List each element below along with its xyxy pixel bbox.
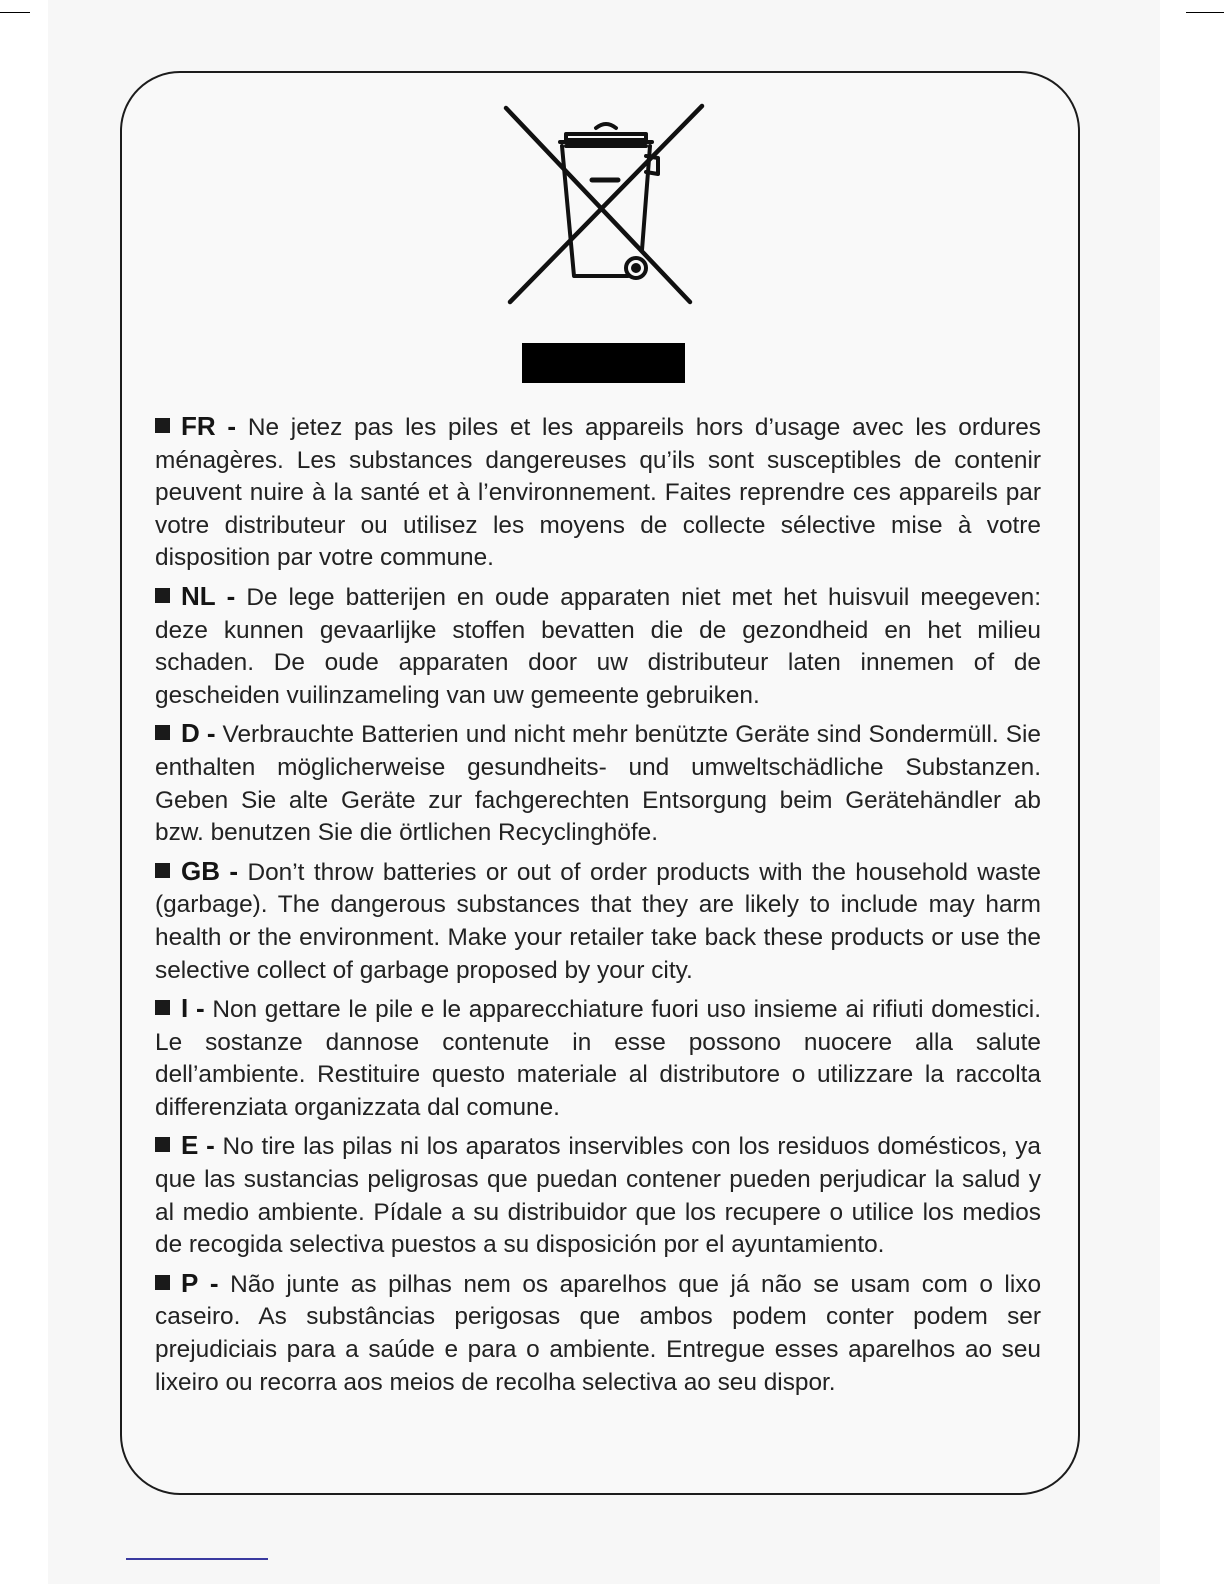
footer-rule [126,1558,268,1560]
square-bullet-icon [155,418,170,433]
notice-d: D - Verbrauchte Batterien und nicht mehr benützte Geräte sind Sondermüll. Sie enthalten möglicherweise gesundheits- und umweltschädliche Substanzen. Geben Sie alte Geräte zur fachgerechten Entsorgung beim Gerätehändler ab bzw. benutzen Sie die örtlichen Recyclinghöfe. [155,718,1041,847]
language-code: E [181,1130,199,1161]
notice-text: Ne jetez pas les piles et les appareils hors d’usage avec les ordures ménagères. Les substances dangereuses qu’ils sont susceptibles de contenir peuvent nuire à la santé et à l’environnement. Faites reprendre ces appareils par votre distributeur ou utilisez les moyens de collecte sélective mise à votre disposition par votre commune. [155,414,1041,572]
language-code: FR [181,411,216,441]
language-code: GB [181,855,220,886]
square-bullet-icon [155,863,170,878]
notice-text: Non gettare le pile e le apparecchiature fuori uso insieme ai rifiuti domestici. Le sostanze dannose contenute in esse possono nuocere alla salute dell’ambiente. Restituire questo materiale al distributore o utilizzare la raccolta differenziata organizzata dal comune. [155,996,1042,1121]
notice-e: E - No tire las pilas ni los aparatos inservibles con los residuos domésticos, ya que las sustancias peligrosas que puedan contener pueden perjudicar la salud y al medio ambiente. Pídale a su distribuidor que los recupere o utilice los medios de recogida selectiva puestos a su disposición por el ayuntamiento. [155,1130,1041,1259]
notice-text: Verbrauchte Batterien und nicht mehr benützte Geräte sind Sondermüll. Sie enthalten möglicherweise gesundheits- und umweltschädliche Substanzen. Geben Sie alte Geräte zur fachgerechten Entsorgung beim Gerätehändler ab bzw. benutzen Sie die örtlichen Recyclinghöfe. [155,721,1041,847]
notice-text: No tire las pilas ni los aparatos inservibles con los residuos domésticos, ya que las sustancias peligrosas que puedan contener pueden perjudicar la salud y al medio ambiente. Pídale a su distribuidor que los recupere o utilice los medios de recogida selectiva puestos a su disposición por el ayuntamiento. [155,1133,1041,1259]
square-bullet-icon [155,588,170,603]
notice-text: De lege batterijen en oude apparaten niet met het huisvuil meegeven: deze kunnen gevaarlijke stoffen bevatten die de gezondheid en het milieu schaden. De oude apparaten door uw distributeur laten innemen of de gescheiden vuilinzameling van uw gemeente gebruiken. [155,583,1042,709]
square-bullet-icon [155,725,170,740]
square-bullet-icon [155,1137,170,1152]
language-code: D [181,718,200,749]
notice-text: Don’t throw batteries or out of order products with the household waste (garbage). The dangerous substances that they are likely to include may harm health or the environment. Make your retailer take back these products or use the selective collect of garbage proposed by your city. [155,858,1041,984]
crop-mark-right [1186,12,1224,13]
notice-text: Não junte as pilhas nem os aparelhos que já não se usam com o lixo caseiro. As substâncias perigosas que ambos podem conter podem ser prejudiciais para a saúde e para o ambiente. Entregue esses aparelhos ao seu lixeiro ou recorra aos meios de recolha selectiva ao seu dispor. [155,1270,1042,1396]
black-bar [522,343,685,383]
square-bullet-icon [155,1275,170,1290]
notice-p: P - Não junte as pilhas nem os aparelhos que já não se usam com o lixo caseiro. As substâncias perigosas que ambos podem conter podem ser prejudiciais para a saúde e para o ambiente. Entregue esses aparelhos ao seu lixeiro ou recorra aos meios de recolha selectiva ao seu dispor. [155,1267,1042,1396]
notice-fr: FR - Ne jetez pas les piles et les appareils hors d’usage avec les ordures ménagères. Les substances dangereuses qu’ils sont susceptibles de contenir peuvent nuire à la santé et à l’environnement. Faites reprendre ces appareils par votre distributeur ou utilisez les moyens de collecte sélective mise à votre disposition par votre commune. [155,411,1041,572]
notice-gb: GB - Don’t throw batteries or out of order products with the household waste (garbage). The dangerous substances that they are likely to include may harm health or the environment. Make your retailer take back these products or use the selective collect of garbage proposed by your city. [155,855,1041,984]
notice-i: I - Non gettare le pile e le apparecchiature fuori uso insieme ai rifiuti domestici. Le sostanze dannose contenute in esse possono nuocere alla salute dell’ambiente. Restituire questo materiale al distributore o utilizzare la raccolta differenziata organizzata dal comune. [155,993,1042,1121]
language-code: P [181,1267,199,1298]
language-code: I [181,993,189,1024]
language-code: NL [181,580,216,611]
crop-mark-left [0,12,30,13]
square-bullet-icon [155,1000,170,1015]
crossed-out-wheeled-bin-icon [496,100,710,310]
notice-list [155,410,1041,1404]
notice-nl: NL - De lege batterijen en oude apparaten niet met het huisvuil meegeven: deze kunnen gevaarlijke stoffen bevatten die de gezondheid en het milieu schaden. De oude apparaten door uw distributeur laten innemen of de gescheiden vuilinzameling van uw gemeente gebruiken. [155,580,1042,709]
